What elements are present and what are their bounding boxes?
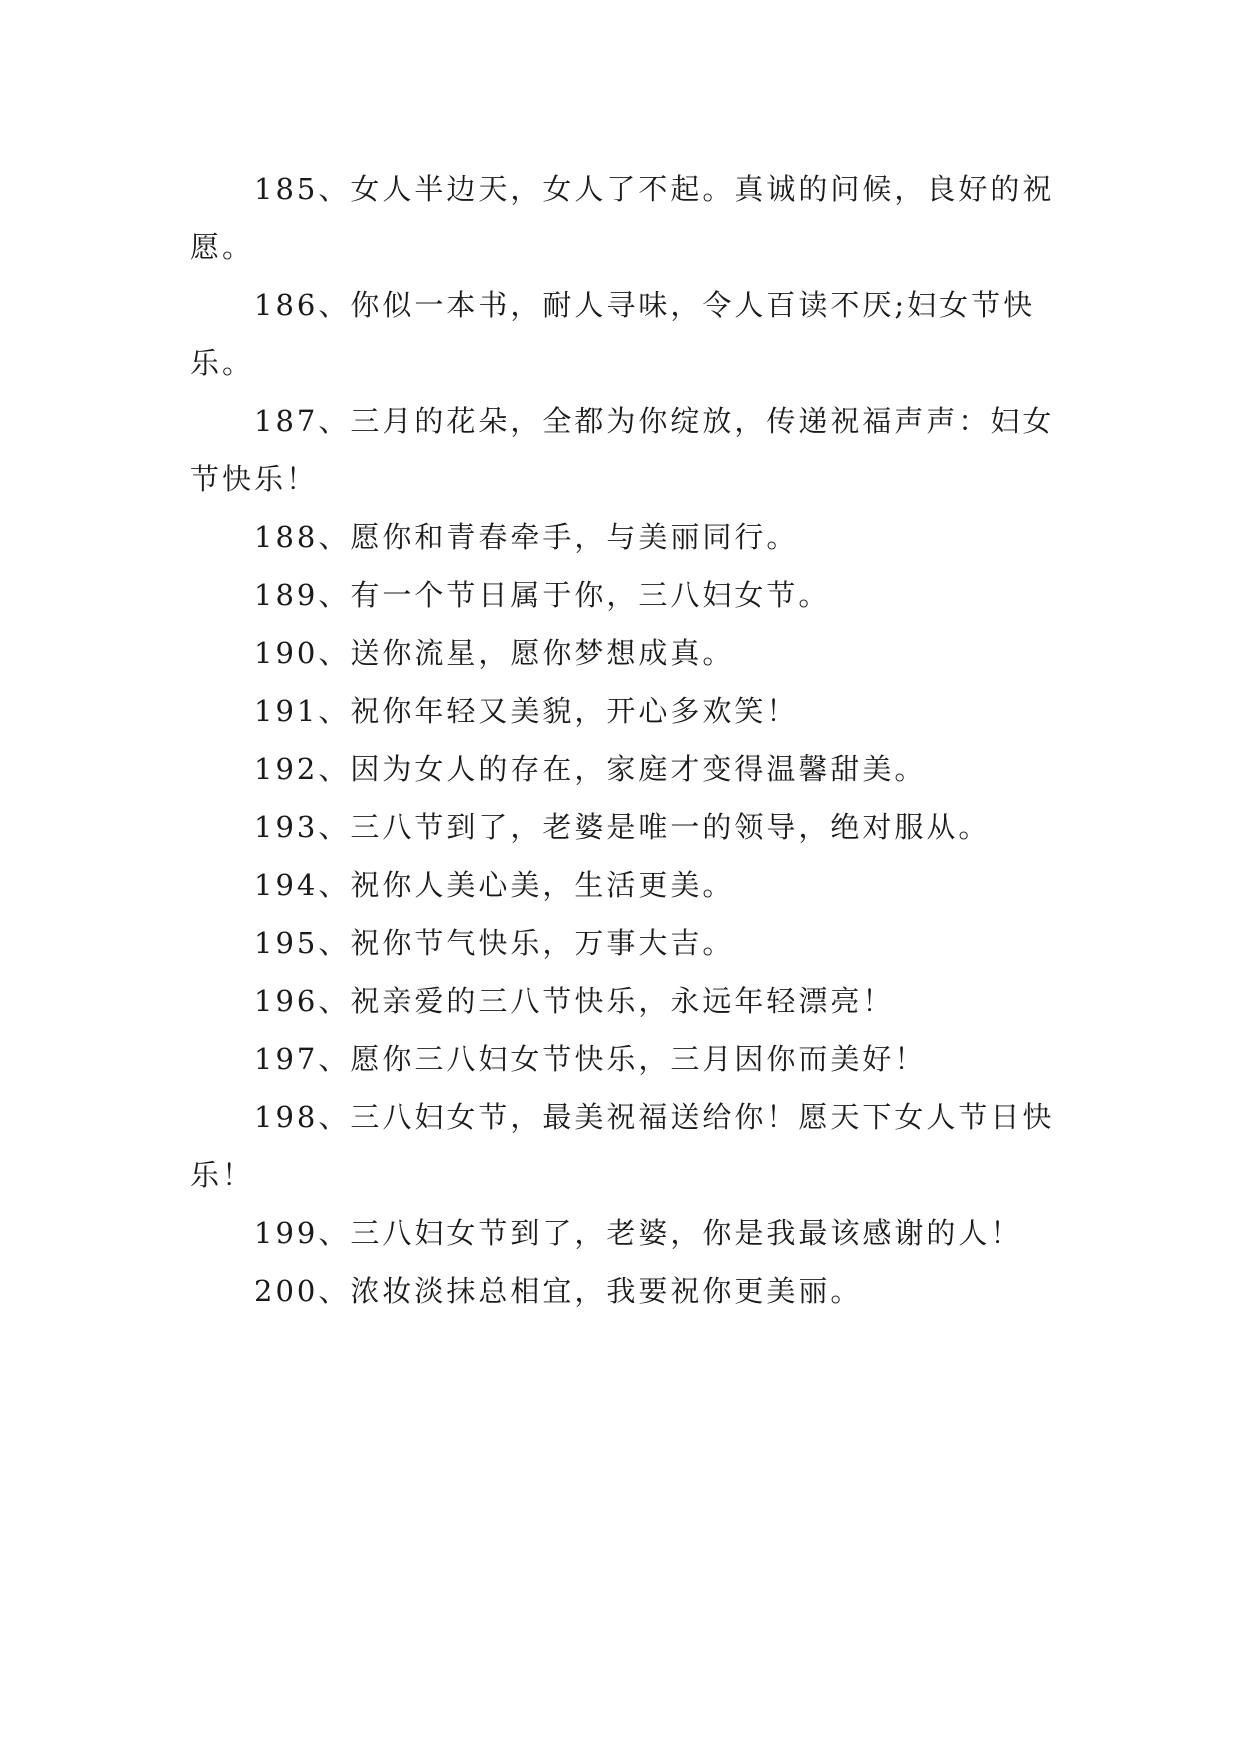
paragraph-198: 198、三八妇女节，最美祝福送给你！愿天下女人节日快乐！ (190, 1100, 1055, 1192)
paragraph-187: 187、三月的花朵，全都为你绽放，传递祝福声声：妇女节快乐！ (190, 404, 1055, 496)
paragraph-196: 196、祝亲爱的三八节快乐，永远年轻漂亮！ (254, 984, 895, 1018)
paragraph-191: 191、祝你年轻又美貌，开心多欢笑！ (254, 694, 799, 728)
paragraph-190: 190、送你流星，愿你梦想成真。 (254, 636, 735, 670)
paragraph-186: 186、你似一本书，耐人寻味，令人百读不厌;妇女节快乐。 (190, 288, 1036, 380)
document-body (190, 160, 1055, 1320)
paragraph-189: 189、有一个节日属于你，三八妇女节。 (254, 578, 831, 612)
paragraph-197: 197、愿你三八妇女节快乐，三月因你而美好！ (254, 1042, 927, 1076)
paragraph-193: 193、三八节到了，老婆是唯一的领导，绝对服从。 (254, 810, 991, 844)
paragraph-188: 188、愿你和青春牵手，与美丽同行。 (254, 520, 799, 554)
paragraph-192: 192、因为女人的存在，家庭才变得温馨甜美。 (254, 752, 927, 786)
paragraph-194: 194、祝你人美心美，生活更美。 (254, 868, 735, 902)
paragraph-185: 185、女人半边天，女人了不起。真诚的问候，良好的祝愿。 (190, 172, 1055, 264)
paragraph-199: 199、三八妇女节到了，老婆，你是我最该感谢的人！ (254, 1216, 1023, 1250)
paragraph-200: 200、浓妆淡抹总相宜，我要祝你更美丽。 (254, 1274, 863, 1308)
paragraph-195: 195、祝你节气快乐，万事大吉。 (254, 926, 735, 960)
